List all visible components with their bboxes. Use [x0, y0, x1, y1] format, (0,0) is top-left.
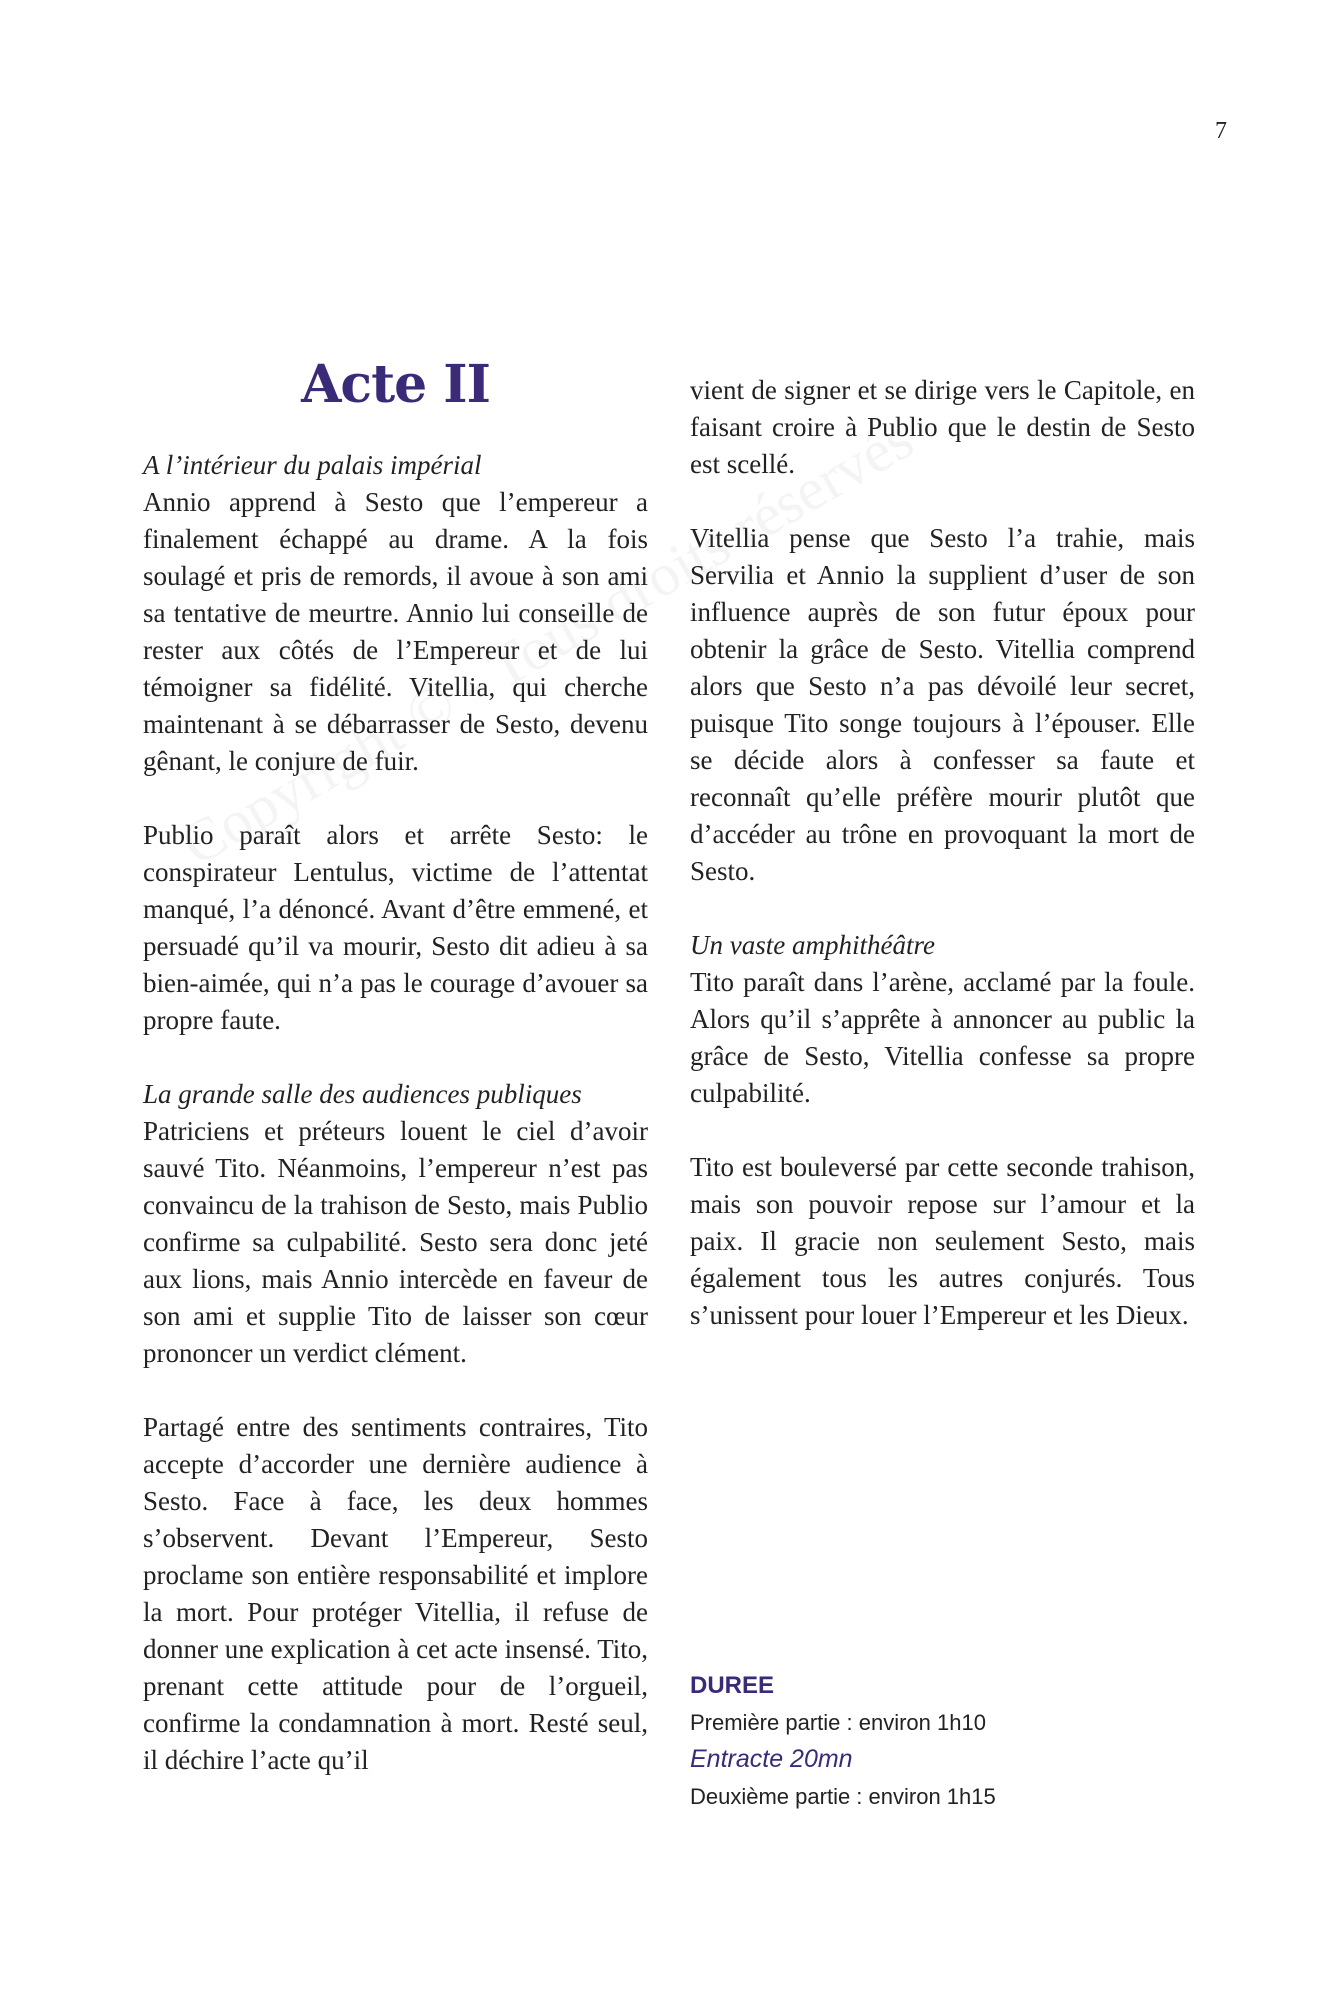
scene-heading-audience-hall: La grande salle des audiences publiques	[143, 1079, 582, 1109]
paragraph-6: Vitellia pense que Sesto l’a trahie, mais Servilia et Annio la supplient d’user de son influence auprès de son futur époux pour obtenir la grâce de Sesto. Vitellia comprend alors que Sesto n’a pas dévoilé leur secret, puisque Tito songe toujours à l’épouser. Elle se décide alors à confesser sa faute et reconnaît qu’elle préfère mourir plutôt que d’accéder au trône en provoquant la mort de Sesto.	[690, 523, 1195, 886]
left-column	[143, 355, 648, 1816]
paragraph-4: Partagé entre des sentiments contraires, Tito accepte d’accorder une dernière audience à Sesto. Face à face, les deux hommes s’observent. Devant l’Empereur, Sesto proclame son entière responsabilité et implore la mort. Pour protéger Vitellia, il refuse de donner une explication à cet acte insensé. Tito, prenant cette attitude pour de l’orgueil, confirme la condamnation à mort. Resté seul, il déchire l’acte qu’il	[143, 1412, 648, 1775]
paragraph-7: Tito paraît dans l’arène, acclamé par la foule. Alors qu’il s’apprête à annoncer au public la grâce de Sesto, Vitellia confesse sa propre culpabilité.	[690, 967, 1195, 1108]
paragraph-5: vient de signer et se dirige vers le Capitole, en faisant croire à Publio que le destin de Sesto est scellé.	[690, 375, 1195, 479]
page-number: 7	[1215, 118, 1227, 144]
right-column	[690, 372, 1195, 1371]
duration-part-1: Première partie : environ 1h10	[690, 1710, 986, 1735]
scene-heading-palace: A l’intérieur du palais impérial	[143, 450, 482, 480]
paragraph-8: Tito est bouleversé par cette seconde trahison, mais son pouvoir repose sur l’amour et la paix. Il gracie non seulement Sesto, mais également tous les autres conjurés. Tous s’unissent pour louer l’Empereur et les Dieux.	[690, 1152, 1195, 1330]
duration-box	[690, 1668, 1195, 1815]
duration-part-2: Deuxième partie : environ 1h15	[690, 1784, 996, 1809]
duration-intermission: Entracte 20mn	[690, 1745, 853, 1773]
scene-heading-amphitheatre: Un vaste amphithéâtre	[690, 930, 935, 960]
paragraph-3: Patriciens et préteurs louent le ciel d’avoir sauvé Tito. Néanmoins, l’empereur n’est pas convaincu de la trahison de Sesto, mais Publio confirme sa culpabilité. Sesto sera donc jeté aux lions, mais Annio intercède en faveur de son ami et supplie Tito de laisser son cœur prononcer un verdict clément.	[143, 1116, 648, 1368]
act-title: Acte II	[301, 354, 490, 415]
paragraph-1: Annio apprend à Sesto que l’empereur a finalement échappé au drame. A la fois soulagé et pris de remords, il avoue à son ami sa tentative de meurtre. Annio lui conseille de rester aux côtés de l’Empereur et de lui témoigner sa fidélité. Vitellia, qui cherche maintenant à se débarrasser de Sesto, devenu gênant, le conjure de fuir.	[143, 487, 648, 776]
duration-title: DUREE	[690, 1672, 775, 1699]
paragraph-2: Publio paraît alors et arrête Sesto: le conspirateur Lentulus, victime de l’attentat manqué, l’a dénoncé. Avant d’être emmené, et persuadé qu’il va mourir, Sesto dit adieu à sa bien-aimée, qui n’a pas le courage d’avouer sa propre faute.	[143, 820, 648, 1035]
